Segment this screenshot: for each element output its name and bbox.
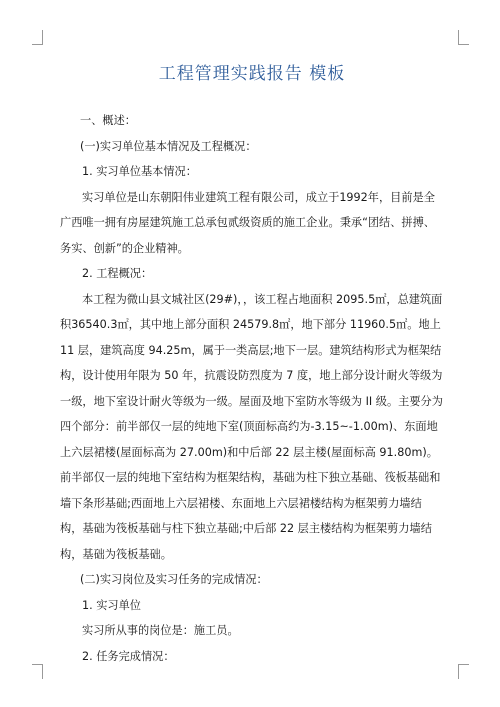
paragraph-project-overview: 本工程为微山县文城社区(29#)，，该工程占地面积 2095.5㎡，总建筑面积36540.3㎡，其中地上部分面积 24579.8㎡，地下部分 11960.5㎡。地上 11 层，建筑高度 94.25m，属于一类高层;地下一层。建筑结构形式为框架结构，设计使用年限为 50 年，抗震设防烈度为 7 度，地上部分设计耐火等级为一级，地下室设计耐火等级为一级。屋面及地下室防水等级为 II 级。主要分为四个部分：前半部仅一层的纯地下室(顶面标高约为-3.15~-1.00m)、东面地上六层裙楼(屋面标高为 27.00m)和中后部 22 层主楼(屋面标高 91.80m)。前半部仅一层的纯地下室结构为框架结构，基础为柱下独立基础、筏板基础和墙下条形基础;西面地上六层裙楼、东面地上六层裙楼结构为框架剪力墙结构，基础为筏板基础与柱下独立基础;中后部 22 层主楼结构为框架剪力墙结构，基础为筏板基础。 — [60, 292, 443, 561]
paragraph-position: 实习所从事的岗位是：施工员。 — [82, 624, 239, 637]
heading-unit-and-project: (一)实习单位基本情况及工程概况： — [80, 139, 257, 153]
heading-project-overview: 2. 工程概况： — [82, 267, 153, 280]
crop-mark-top-right — [458, 30, 469, 45]
heading-internship-unit: 1. 实习单位 — [82, 598, 141, 612]
crop-mark-top-left — [32, 30, 43, 45]
heading-unit-basic: 1. 实习单位基本情况： — [82, 165, 197, 178]
heading-overview: 一、概述： — [80, 114, 136, 127]
document-title: 工程管理实践报告 模板 — [158, 64, 346, 84]
paragraph-unit-basic: 实习单位是山东朝阳伟业建筑工程有限公司，成立于1992年，目前是全广西唯一拥有房屋建筑施工总承包贰级资质的施工企业。秉承“团结、拼搏、务实、创新”的企业精神。 — [60, 190, 435, 255]
heading-task-completion: 2. 任务完成情况： — [82, 649, 175, 663]
heading-position-tasks: (二)实习岗位及实习任务的完成情况： — [80, 573, 268, 586]
document-page — [60, 62, 444, 669]
crop-mark-bottom-left — [32, 664, 43, 679]
crop-mark-bottom-right — [458, 664, 469, 679]
